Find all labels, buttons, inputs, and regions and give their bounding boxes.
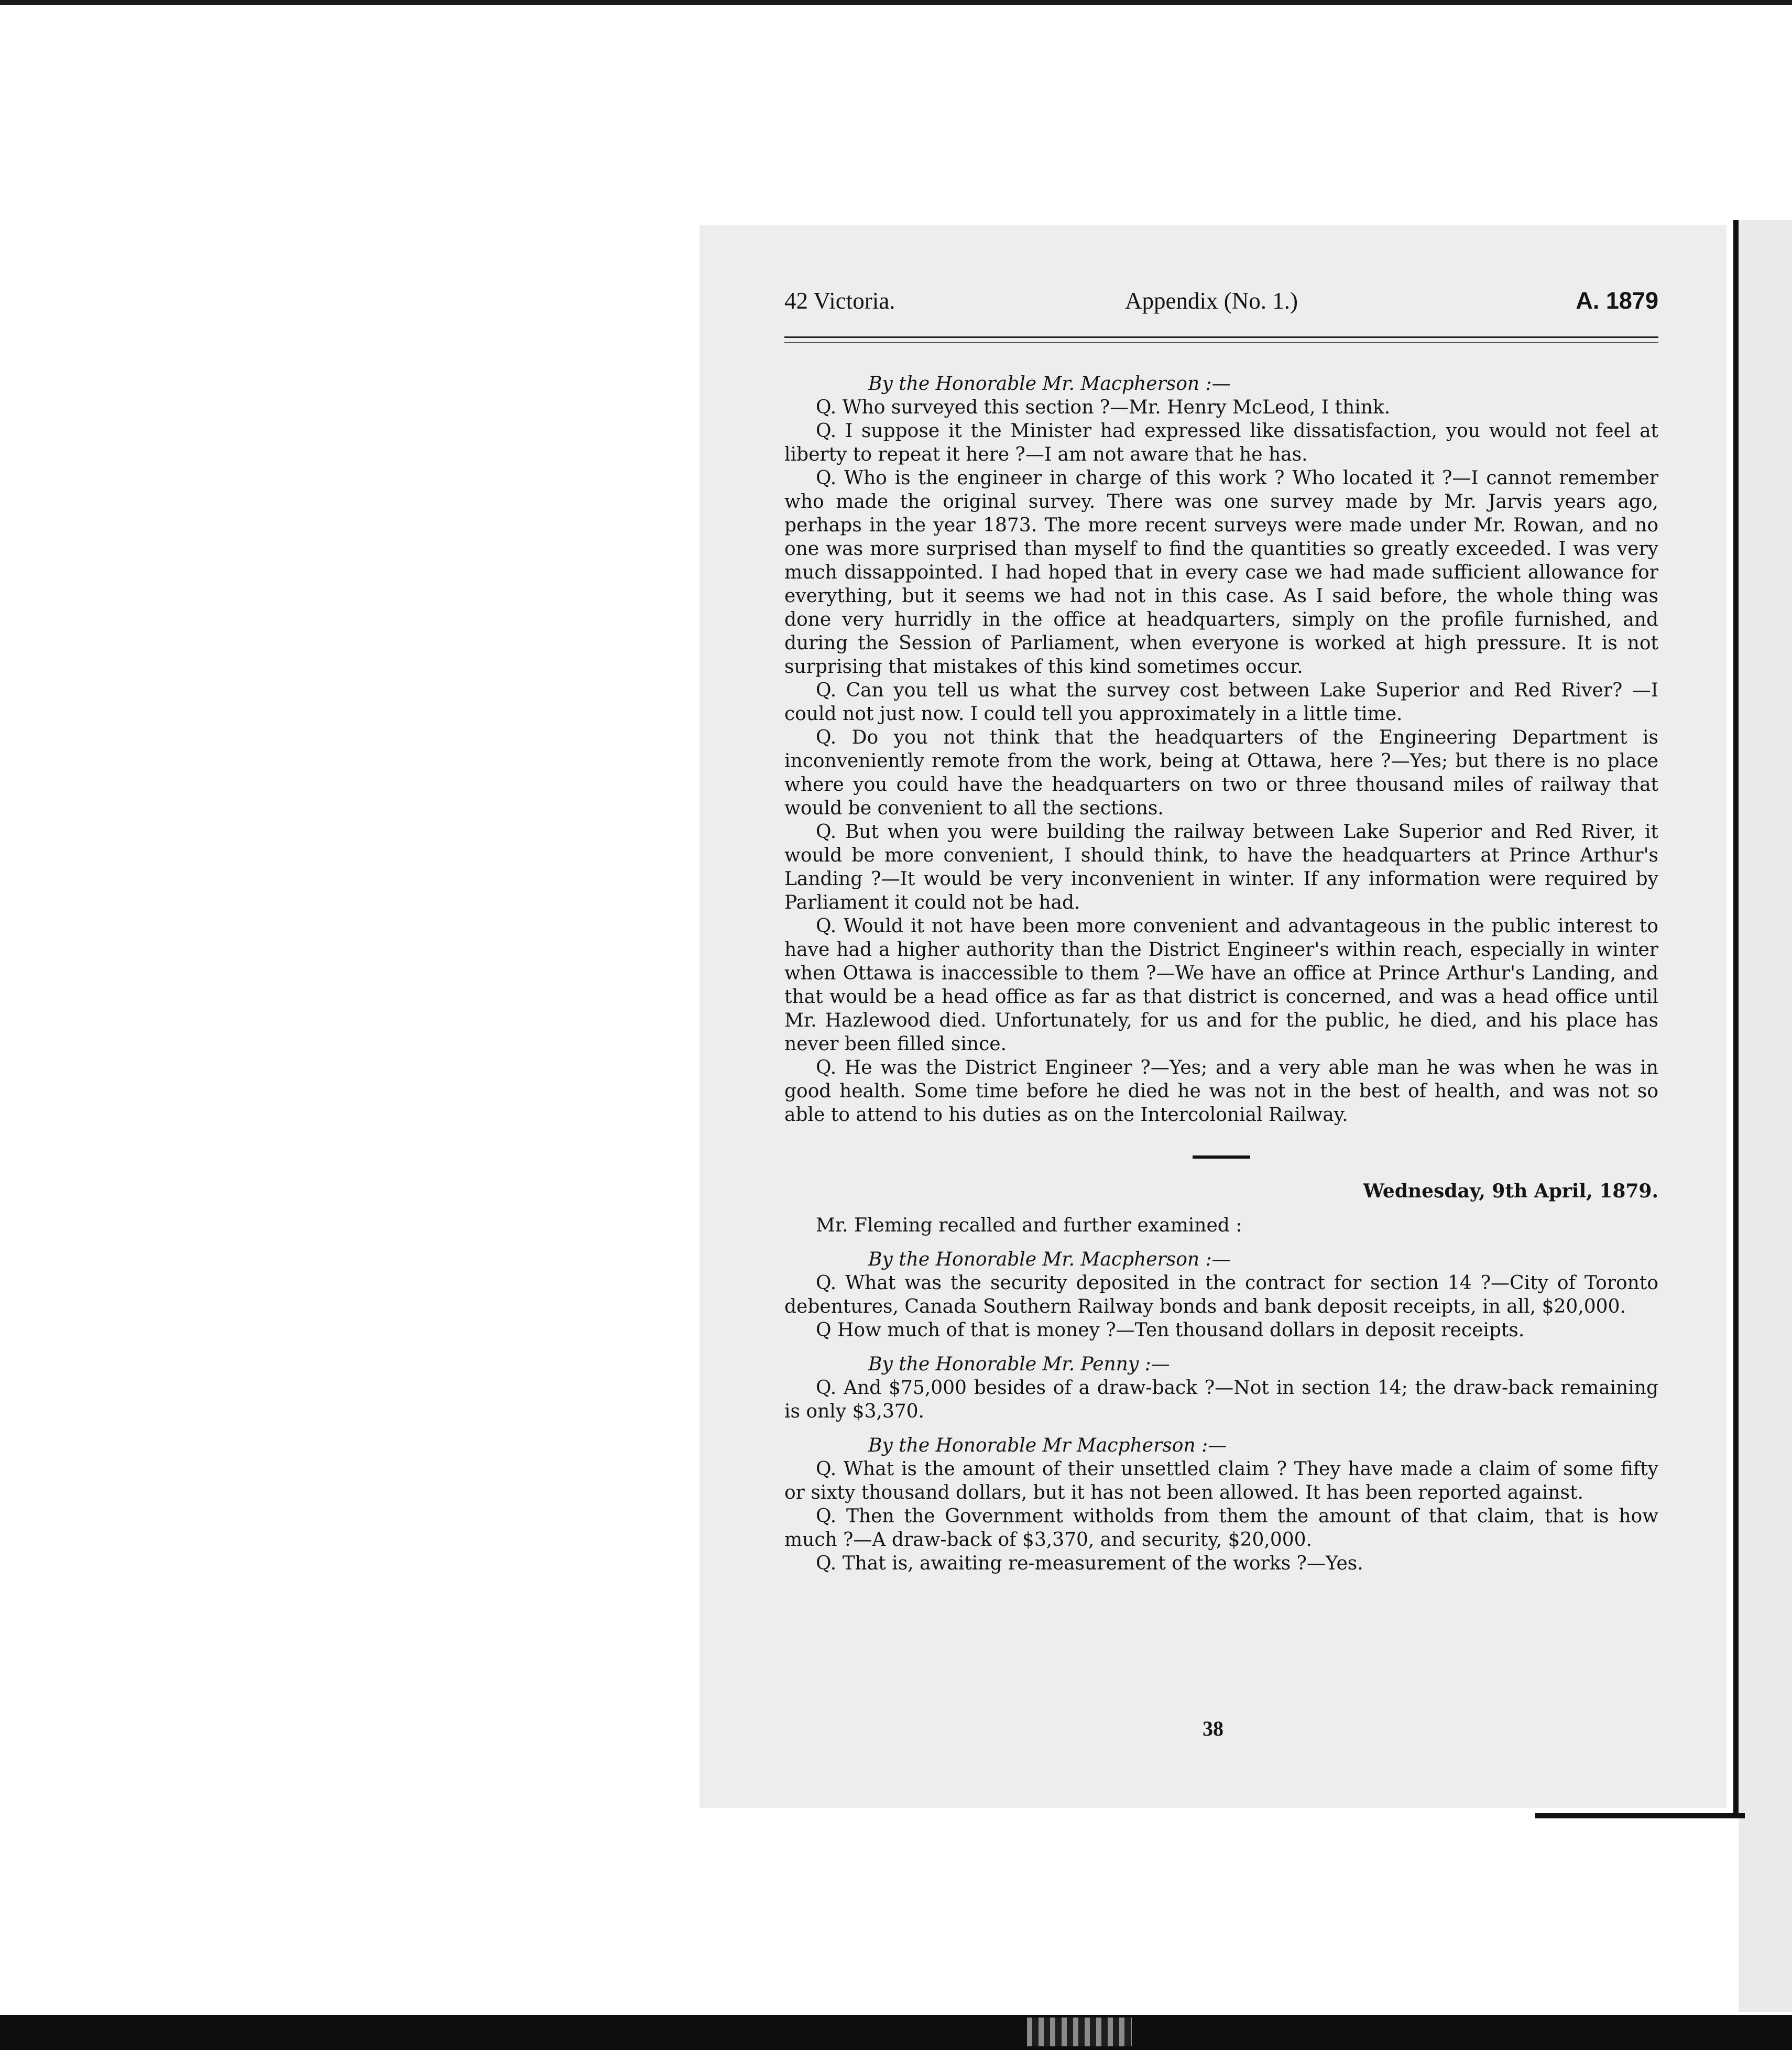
document-page xyxy=(700,225,1727,1808)
scan-artifact xyxy=(1027,2018,1132,2046)
paragraph: Q How much of that is money ?—Ten thousand dollars in deposit receipts. xyxy=(816,1320,1525,1341)
binding-rule-foot xyxy=(1535,1813,1745,1818)
header-rule xyxy=(784,336,1658,343)
binding-rule xyxy=(1733,220,1739,1813)
section-divider xyxy=(1193,1155,1250,1159)
paragraph: Q. And $75,000 besides of a draw-back ?—Not in section 14; the draw-back remaining is only $3,370. xyxy=(784,1377,1658,1422)
section-heading: By the Honorable Mr. Macpherson :— xyxy=(868,373,1231,395)
running-header xyxy=(784,287,1658,319)
paragraph: Q. That is, awaiting re-measurement of the works ?—Yes. xyxy=(816,1553,1363,1574)
paragraph: Q. What was the security deposited in the contract for section 14 ?—City of Toronto debentures, Canada Southern Railway bonds and bank deposit receipts, in all, $20,000. xyxy=(784,1272,1658,1317)
header-appendix: Appendix (No. 1.) xyxy=(1125,288,1298,314)
paragraph: Q. What is the amount of their unsettled claim ? They have made a claim of some fifty or sixty thousand dollars, but it has not been allowed. It has been reported against. xyxy=(784,1458,1658,1503)
paragraph: Q. Then the Government witholds from them the amount of that claim, that is how much ?—A draw-back of $3,370, and security, $20,000. xyxy=(784,1506,1658,1551)
header-session: 42 Victoria. xyxy=(784,288,895,314)
page-body xyxy=(784,372,1658,1575)
paragraph: Q. Can you tell us what the survey cost between Lake Superior and Red River? —I could not just now. I could tell you approximately in a little time. xyxy=(784,680,1658,725)
paragraph: Q. Who is the engineer in charge of this work ? Who located it ?—I cannot remember who made the original survey. There was one survey made by Mr. Jarvis years ago, perhaps in the year 1873. The more recent surveys were made under Mr. Rowan, and no one was more surprised than myself to find the quantities so greatly exceeded. I was very much dissappointed. I had hoped that in every case we had made sufficient allowance for everything, but it seems we had not in this case. As I said before, the whole thing was done very hurridly in the office at headquarters, simply on the profile furnished, and during the Session of Parliament, when everyone is worked at high pressure. It is not surprising that mistakes of this kind sometimes occur. xyxy=(784,467,1658,678)
section-heading: By the Honorable Mr. Macpherson :— xyxy=(868,1249,1231,1270)
adjacent-page-edge xyxy=(1739,220,1792,2012)
paragraph: Q. Who surveyed this section ?—Mr. Henry McLeod, I think. xyxy=(816,397,1391,418)
examination-intro: Mr. Fleming recalled and further examined : xyxy=(816,1215,1242,1236)
dateline: Wednesday, 9th April, 1879. xyxy=(1363,1180,1658,1202)
scan-top-edge xyxy=(0,0,1792,5)
paragraph: Q. He was the District Engineer ?—Yes; and a very able man he was when he was in good health. Some time before he died he was not in the best of health, and was not so able to attend to his duties as on the Intercolonial Railway. xyxy=(784,1057,1658,1126)
paragraph: Q. I suppose it the Minister had expressed like dissatisfaction, you would not feel at liberty to repeat it here ?—I am not aware that he has. xyxy=(784,420,1658,465)
paragraph: Q. Would it not have been more convenient and advantageous in the public interest to have had a higher authority than the District Engineer's within reach, especially in winter when Ottawa is inaccessible to them ?—We have an office at Prince Arthur's Landing, and that would be a head office as far as that district is concerned, and was a head office until Mr. Hazlewood died. Unfortunately, for us and for the public, he died, and his place has never been filled since. xyxy=(784,915,1658,1055)
scan-bottom-edge xyxy=(0,2015,1792,2050)
page-number: 38 xyxy=(1203,1717,1223,1740)
paragraph: Q. But when you were building the railway between Lake Superior and Red River, it would be more convenient, I should think, to have the headquarters at Prince Arthur's Landing ?—It would be very inconvenient in winter. If any information were required by Parliament it could not be had. xyxy=(784,821,1658,913)
section-heading: By the Honorable Mr Macpherson :— xyxy=(868,1435,1227,1456)
section-heading: By the Honorable Mr. Penny :— xyxy=(868,1354,1170,1375)
paragraph: Q. Do you not think that the headquarters of the Engineering Department is inconveniently remote from the work, being at Ottawa, here ?—Yes; but there is no place where you could have the headquarters on two or three thousand miles of railway that would be convenient to all the sections. xyxy=(784,727,1658,819)
header-year: A. 1879 xyxy=(1576,287,1658,314)
